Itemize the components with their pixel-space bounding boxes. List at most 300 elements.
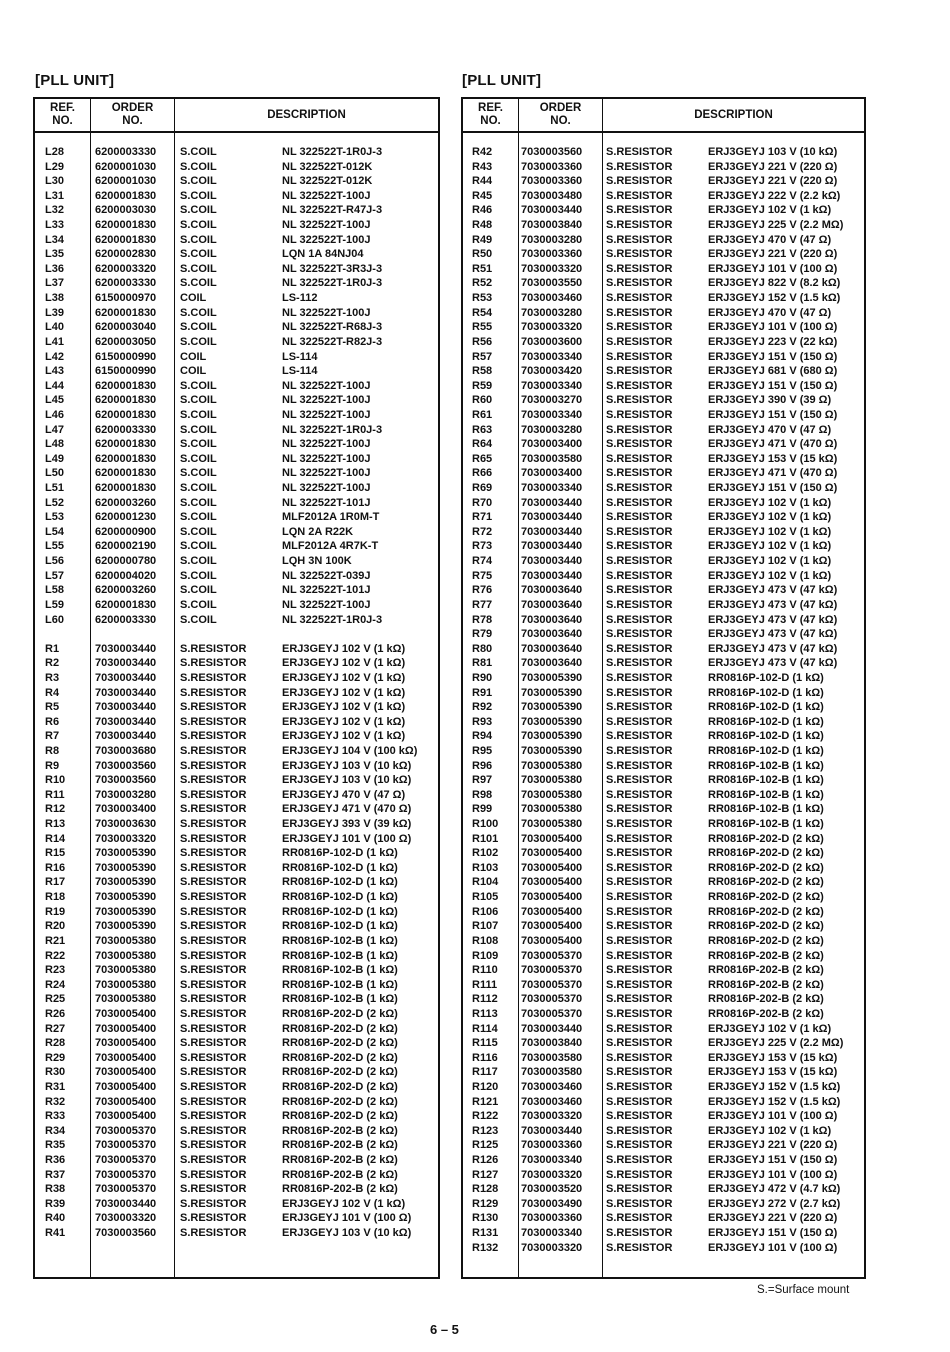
ref-no: R103 <box>472 861 499 874</box>
part-value: ERJ3GEYJ 102 V (1 kΩ) <box>282 671 406 684</box>
ref-no: R116 <box>472 1051 498 1064</box>
ref-no: L46 <box>45 408 64 421</box>
part-value: ERJ3GEYJ 822 V (8.2 kΩ) <box>708 277 841 290</box>
ref-no: R81 <box>472 657 493 670</box>
ref-no: R14 <box>45 832 66 845</box>
part-type: S.RESISTOR <box>606 730 673 743</box>
order-no: 7030005400 <box>95 1007 157 1020</box>
order-no: 7030003440 <box>95 730 157 743</box>
order-no: 7030003440 <box>95 715 157 728</box>
part-value: ERJ3GEYJ 152 V (1.5 kΩ) <box>708 292 841 305</box>
ref-no: R32 <box>45 1095 66 1108</box>
part-type: S.RESISTOR <box>180 1066 247 1079</box>
part-value: ERJ3GEYJ 471 V (470 Ω) <box>708 467 838 480</box>
table-row <box>463 1065 864 1080</box>
part-value: ERJ3GEYJ 102 V (1 kΩ) <box>282 642 406 655</box>
ref-no: R121 <box>472 1095 499 1108</box>
order-no: 7030003320 <box>521 1241 583 1254</box>
part-type: S.RESISTOR <box>606 832 673 845</box>
part-type: S.RESISTOR <box>606 1095 673 1108</box>
table-row <box>463 408 864 423</box>
part-type: S.COIL <box>180 525 217 538</box>
part-type: S.RESISTOR <box>606 949 673 962</box>
ref-no: R3 <box>45 671 60 684</box>
ref-no: R102 <box>472 847 499 860</box>
order-no: 7030005380 <box>521 774 583 787</box>
table-row <box>463 598 864 613</box>
part-value: RR0816P-202-D (2 kΩ) <box>708 861 824 874</box>
ref-no: L33 <box>45 219 64 232</box>
part-value: ERJ3GEYJ 473 V (47 kΩ) <box>708 613 838 626</box>
part-type: S.RESISTOR <box>606 248 673 261</box>
table-row <box>35 1138 438 1153</box>
part-type: S.RESISTOR <box>180 1227 247 1240</box>
part-type: S.COIL <box>180 394 217 407</box>
part-type: S.RESISTOR <box>606 876 673 889</box>
part-value: ERJ3GEYJ 101 V (100 Ω) <box>708 1110 838 1123</box>
order-no: 7030003560 <box>95 759 157 772</box>
order-no: 7030005400 <box>95 1051 157 1064</box>
order-no: 7030003840 <box>521 219 583 232</box>
table-row <box>463 1022 864 1037</box>
part-value: RR0816P-202-B (2 kΩ) <box>282 1168 398 1181</box>
part-value: RR0816P-102-D (1 kΩ) <box>708 686 824 699</box>
order-no: 7030005390 <box>95 920 157 933</box>
ref-no: R92 <box>472 701 493 714</box>
table-row <box>463 919 864 934</box>
ref-no: R104 <box>472 876 499 889</box>
part-type: S.RESISTOR <box>180 1124 247 1137</box>
order-no: 7030003280 <box>521 306 583 319</box>
ref-no: R130 <box>472 1212 499 1225</box>
table-row <box>35 496 438 511</box>
order-no: 7030005400 <box>95 1037 157 1050</box>
part-type: S.RESISTOR <box>606 1227 673 1240</box>
order-no: 6200004020 <box>95 569 157 582</box>
table-row <box>463 934 864 949</box>
table-row <box>35 408 438 423</box>
table-row <box>35 919 438 934</box>
ref-no: L43 <box>45 365 64 378</box>
part-value: NL 322522T-100J <box>282 482 371 495</box>
part-value: ERJ3GEYJ 102 V (1 kΩ) <box>708 496 832 509</box>
part-type: S.RESISTOR <box>606 657 673 670</box>
order-no-header: ORDER NO. <box>519 99 603 131</box>
order-no: 7030003360 <box>521 1139 583 1152</box>
order-no: 7030005380 <box>95 978 157 991</box>
part-type: S.RESISTOR <box>180 876 247 889</box>
order-no: 7030005400 <box>521 891 583 904</box>
ref-no: L57 <box>45 569 64 582</box>
table-row <box>463 627 864 642</box>
part-type: S.RESISTOR <box>606 1066 673 1079</box>
order-no: 7030003360 <box>521 160 583 173</box>
order-no: 7030003400 <box>95 803 157 816</box>
ref-no: L32 <box>45 204 64 217</box>
table-row <box>35 642 438 657</box>
order-no: 7030003320 <box>521 1110 583 1123</box>
part-type: S.RESISTOR <box>606 934 673 947</box>
ref-no: R66 <box>472 467 493 480</box>
part-value: RR0816P-102-D (1 kΩ) <box>282 905 398 918</box>
part-value: RR0816P-202-D (2 kΩ) <box>282 1110 398 1123</box>
order-no: 7030003640 <box>521 628 583 641</box>
ref-no: R109 <box>472 949 499 962</box>
part-type: S.RESISTOR <box>606 262 673 275</box>
part-value: NL 322522T-1R0J-3 <box>282 277 383 290</box>
order-no: 6200003040 <box>95 321 157 334</box>
part-value: ERJ3GEYJ 102 V (1 kΩ) <box>282 1197 406 1210</box>
table-row <box>463 569 864 584</box>
part-value: LS-114 <box>282 350 318 363</box>
ref-no: R31 <box>45 1081 66 1093</box>
order-no: 7030003360 <box>521 1212 583 1225</box>
part-value: RR0816P-202-B (2 kΩ) <box>282 1124 398 1137</box>
table-row <box>35 554 438 569</box>
part-value: ERJ3GEYJ 471 V (470 Ω) <box>708 438 838 451</box>
ref-no: L60 <box>45 613 64 626</box>
table-row <box>463 203 864 218</box>
part-type: S.COIL <box>180 262 217 275</box>
order-no: 7030003640 <box>521 642 583 655</box>
table-row <box>463 437 864 452</box>
table-row <box>463 1095 864 1110</box>
ref-no: L55 <box>45 540 64 553</box>
ref-no: R80 <box>472 642 493 655</box>
table-row <box>35 306 438 321</box>
order-no: 7030003440 <box>95 686 157 699</box>
part-value: ERJ3GEYJ 101 V (100 Ω) <box>708 321 838 334</box>
order-no: 7030003550 <box>521 277 583 290</box>
part-value: NL 322522T-100J <box>282 219 371 232</box>
ref-no: R72 <box>472 525 493 538</box>
ref-no: R71 <box>472 511 493 524</box>
ref-no: R94 <box>472 730 493 743</box>
part-type: S.COIL <box>180 540 217 553</box>
part-type: S.RESISTOR <box>606 511 673 524</box>
ref-no: R122 <box>472 1110 499 1123</box>
part-value: ERJ3GEYJ 153 V (15 kΩ) <box>708 1051 838 1064</box>
part-type: S.COIL <box>180 175 217 188</box>
ref-no: R30 <box>45 1066 66 1079</box>
part-type: S.RESISTOR <box>606 920 673 933</box>
part-value: ERJ3GEYJ 102 V (1 kΩ) <box>282 686 406 699</box>
table-row <box>35 174 438 189</box>
ref-no: R29 <box>45 1051 66 1064</box>
ref-no: L59 <box>45 598 64 611</box>
part-value: ERJ3GEYJ 221 V (220 Ω) <box>708 160 838 173</box>
part-value: ERJ3GEYJ 101 V (100 Ω) <box>282 832 412 845</box>
ref-no: L45 <box>45 394 64 407</box>
order-no: 6200001230 <box>95 511 157 524</box>
ref-no: R132 <box>472 1241 499 1254</box>
order-no: 7030005370 <box>95 1183 157 1196</box>
ref-no: R19 <box>45 905 66 918</box>
ref-no: R117 <box>472 1066 498 1079</box>
part-value: NL 322522T-100J <box>282 467 371 480</box>
part-value: RR0816P-202-D (2 kΩ) <box>708 876 824 889</box>
right-parts-table <box>461 97 866 1279</box>
ref-no: R16 <box>45 861 66 874</box>
part-value: NL 322522T-100J <box>282 189 371 202</box>
part-value: ERJ3GEYJ 151 V (150 Ω) <box>708 1154 838 1167</box>
table-row <box>463 656 864 671</box>
part-value: ERJ3GEYJ 102 V (1 kΩ) <box>708 555 832 568</box>
part-type: S.RESISTOR <box>606 1051 673 1064</box>
order-no: 7030005380 <box>521 818 583 831</box>
ref-no: R126 <box>472 1154 499 1167</box>
ref-no: R54 <box>472 306 493 319</box>
part-type: S.RESISTOR <box>606 482 673 495</box>
left-rows <box>35 145 438 1241</box>
part-value: NL 322522T-012K <box>282 160 373 173</box>
part-type: S.COIL <box>180 511 217 524</box>
ref-no: R46 <box>472 204 493 217</box>
order-no: 7030003280 <box>521 423 583 436</box>
ref-no: R51 <box>472 262 493 275</box>
table-row <box>463 481 864 496</box>
part-type: S.RESISTOR <box>606 350 673 363</box>
order-no: 6200000780 <box>95 555 157 568</box>
ref-no: L40 <box>45 321 64 334</box>
ref-no: R17 <box>45 876 66 889</box>
ref-no: R120 <box>472 1081 499 1093</box>
part-value: ERJ3GEYJ 471 V (470 Ω) <box>282 803 412 816</box>
part-type: S.RESISTOR <box>606 394 673 407</box>
order-no: 7030003580 <box>521 1051 583 1064</box>
part-type: S.RESISTOR <box>180 949 247 962</box>
order-no: 7030003440 <box>521 204 583 217</box>
part-value: ERJ3GEYJ 221 V (220 Ω) <box>708 248 838 261</box>
ref-no: R115 <box>472 1037 498 1050</box>
order-no: 6200001830 <box>95 452 157 465</box>
part-value: NL 322522T-1R0J-3 <box>282 423 383 436</box>
part-type: S.RESISTOR <box>606 1241 673 1254</box>
ref-no: R61 <box>472 408 493 421</box>
table-row <box>35 875 438 890</box>
table-row <box>35 218 438 233</box>
order-no: 6200000900 <box>95 525 157 538</box>
order-no: 7030005380 <box>521 759 583 772</box>
part-value: RR0816P-202-B (2 kΩ) <box>708 1007 824 1020</box>
part-value: RR0816P-102-B (1 kΩ) <box>282 934 398 947</box>
table-row <box>35 1197 438 1212</box>
table-row <box>463 1211 864 1226</box>
part-type: S.RESISTOR <box>180 642 247 655</box>
order-no: 7030003400 <box>521 467 583 480</box>
part-value: RR0816P-202-D (2 kΩ) <box>282 1095 398 1108</box>
table-row <box>35 262 438 277</box>
part-value: LS-112 <box>282 292 318 305</box>
part-value: MLF2012A 1R0M-T <box>282 511 380 524</box>
order-no: 7030003560 <box>521 146 583 158</box>
order-no: 7030003420 <box>521 365 583 378</box>
part-type: S.RESISTOR <box>606 774 673 787</box>
description-header: DESCRIPTION <box>694 108 773 121</box>
part-type: S.RESISTOR <box>606 1124 673 1137</box>
order-no: 6200003260 <box>95 584 157 597</box>
part-value: RR0816P-102-D (1 kΩ) <box>708 701 824 714</box>
part-value: ERJ3GEYJ 221 V (220 Ω) <box>708 1139 838 1152</box>
ref-no: L56 <box>45 555 64 568</box>
table-row <box>35 817 438 832</box>
table-row <box>35 510 438 525</box>
order-no: 7030003320 <box>95 1212 157 1225</box>
order-no: 7030005400 <box>521 876 583 889</box>
part-type: S.RESISTOR <box>180 1022 247 1035</box>
part-value: RR0816P-102-B (1 kΩ) <box>282 993 398 1006</box>
part-type: S.RESISTOR <box>606 160 673 173</box>
ref-no: R52 <box>472 277 493 290</box>
table-row <box>463 364 864 379</box>
ref-no: R64 <box>472 438 493 451</box>
order-no: 7030003280 <box>95 788 157 801</box>
part-type: S.COIL <box>180 306 217 319</box>
ref-no: R48 <box>472 219 493 232</box>
table-row <box>35 992 438 1007</box>
order-no: 7030005370 <box>521 964 583 977</box>
ref-no: L37 <box>45 277 64 290</box>
order-no: 7030005400 <box>95 1066 157 1079</box>
table-row <box>463 963 864 978</box>
part-type: S.COIL <box>180 613 217 626</box>
order-no: 7030003340 <box>521 408 583 421</box>
part-type: S.RESISTOR <box>180 657 247 670</box>
table-row <box>35 364 438 379</box>
ref-no: R76 <box>472 584 493 597</box>
ref-no: R79 <box>472 628 493 641</box>
part-type: S.RESISTOR <box>606 1197 673 1210</box>
table-row <box>35 934 438 949</box>
table-row <box>463 832 864 847</box>
ref-no: R56 <box>472 335 493 348</box>
ref-no: R63 <box>472 423 493 436</box>
table-row <box>463 1007 864 1022</box>
part-type: S.RESISTOR <box>180 1154 247 1167</box>
order-no: 7030005400 <box>95 1081 157 1093</box>
part-value: ERJ3GEYJ 470 V (47 Ω) <box>708 306 832 319</box>
table-row <box>463 539 864 554</box>
table-row <box>463 1124 864 1139</box>
table-row <box>35 1065 438 1080</box>
ref-no: R5 <box>45 701 60 714</box>
part-value: ERJ3GEYJ 470 V (47 Ω) <box>282 788 406 801</box>
part-type: S.RESISTOR <box>606 1022 673 1035</box>
table-row <box>463 233 864 248</box>
table-row <box>463 1168 864 1183</box>
part-type: S.RESISTOR <box>606 408 673 421</box>
part-value: ERJ3GEYJ 390 V (39 Ω) <box>708 394 832 407</box>
table-row <box>35 525 438 540</box>
part-value: RR0816P-202-D (2 kΩ) <box>708 920 824 933</box>
table-row <box>35 437 438 452</box>
ref-no: R36 <box>45 1154 66 1167</box>
ref-no: L36 <box>45 262 64 275</box>
part-value: ERJ3GEYJ 102 V (1 kΩ) <box>708 511 832 524</box>
table-row <box>35 715 438 730</box>
ref-no: R50 <box>472 248 493 261</box>
ref-no: R101 <box>472 832 499 845</box>
ref-no: R91 <box>472 686 493 699</box>
table-row <box>35 1211 438 1226</box>
order-no: 7030005390 <box>521 715 583 728</box>
part-value: ERJ3GEYJ 225 V (2.2 MΩ) <box>708 1037 844 1050</box>
description-header: DESCRIPTION <box>267 108 346 121</box>
part-type: S.RESISTOR <box>606 715 673 728</box>
ref-no: R2 <box>45 657 60 670</box>
order-no: 7030003440 <box>95 642 157 655</box>
ref-no: L53 <box>45 511 64 524</box>
part-value: LQN 1A 84NJ04 <box>282 248 364 261</box>
order-no: 6200003330 <box>95 423 157 436</box>
order-no: 7030003580 <box>521 452 583 465</box>
ref-no: L31 <box>45 189 64 202</box>
table-row <box>35 1036 438 1051</box>
ref-no: R131 <box>472 1227 499 1240</box>
ref-no: L28 <box>45 146 64 158</box>
order-no: 7030005400 <box>521 861 583 874</box>
part-type: S.COIL <box>180 219 217 232</box>
ref-no: L39 <box>45 306 64 319</box>
part-type: S.RESISTOR <box>606 847 673 860</box>
part-type: S.RESISTOR <box>180 1051 247 1064</box>
ref-no: R20 <box>45 920 66 933</box>
part-value: RR0816P-202-B (2 kΩ) <box>282 1139 398 1152</box>
part-type: S.RESISTOR <box>606 452 673 465</box>
table-row <box>463 247 864 262</box>
left-unit-title: [PLL UNIT] <box>35 72 115 89</box>
part-type: S.RESISTOR <box>180 715 247 728</box>
part-value: RR0816P-102-D (1 kΩ) <box>708 744 824 757</box>
part-type: S.RESISTOR <box>180 1197 247 1210</box>
ref-no: L47 <box>45 423 64 436</box>
ref-no: R38 <box>45 1183 66 1196</box>
part-value: ERJ3GEYJ 272 V (2.7 kΩ) <box>708 1197 841 1210</box>
order-no: 7030003460 <box>521 1081 583 1093</box>
part-value: RR0816P-202-D (2 kΩ) <box>282 1007 398 1020</box>
order-no: 6200001830 <box>95 482 157 495</box>
order-no: 7030003630 <box>95 818 157 831</box>
table-row <box>35 861 438 876</box>
part-type: S.RESISTOR <box>606 1139 673 1152</box>
order-no: 7030003840 <box>521 1037 583 1050</box>
table-row <box>35 744 438 759</box>
ref-no: R95 <box>472 744 493 757</box>
order-no: 7030005380 <box>521 803 583 816</box>
part-value: LS-114 <box>282 365 318 378</box>
table-row <box>35 1182 438 1197</box>
table-row <box>35 1109 438 1124</box>
ref-no: R125 <box>472 1139 499 1152</box>
ref-no: R1 <box>45 642 60 655</box>
part-type: S.COIL <box>180 569 217 582</box>
table-row <box>35 671 438 686</box>
part-value: RR0816P-202-D (2 kΩ) <box>708 832 824 845</box>
ref-no: R69 <box>472 482 493 495</box>
part-value: RR0816P-202-D (2 kΩ) <box>708 891 824 904</box>
ref-no: L44 <box>45 379 64 392</box>
part-type: S.RESISTOR <box>606 555 673 568</box>
order-no: 7030003320 <box>521 262 583 275</box>
ref-no: R127 <box>472 1168 499 1181</box>
part-value: NL 322522T-1R0J-3 <box>282 613 383 626</box>
part-type: S.RESISTOR <box>606 423 673 436</box>
ref-no: R8 <box>45 744 60 757</box>
ref-no: R75 <box>472 569 493 582</box>
order-no: 6200002830 <box>95 248 157 261</box>
order-no: 7030005370 <box>95 1168 157 1181</box>
part-type: S.RESISTOR <box>606 146 673 158</box>
